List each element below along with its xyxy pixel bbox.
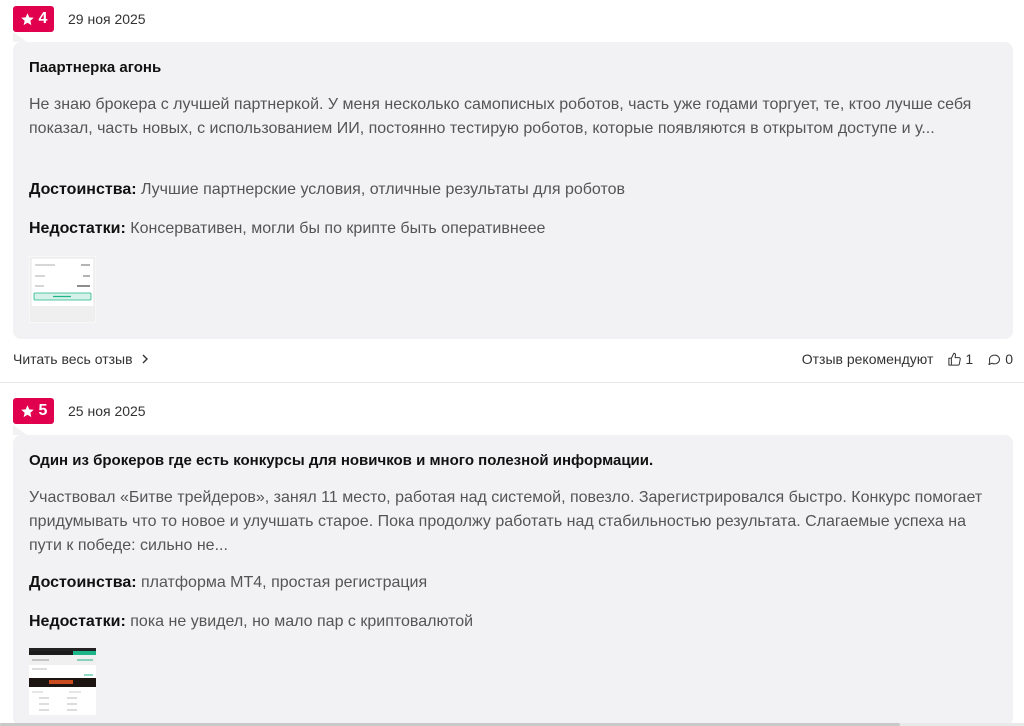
rating-value: 5 xyxy=(38,402,48,419)
comment-icon xyxy=(987,352,1002,367)
review-attachment-thumbnail[interactable] xyxy=(29,256,96,323)
cons-label: Недостатки: xyxy=(29,613,126,630)
thumbs-up-icon xyxy=(947,352,962,367)
rating-value: 4 xyxy=(38,10,48,27)
review-cons xyxy=(29,220,545,238)
review-text: Участвовал «Битве трейдеров», занял 11 место, работая над системой, повезло. Зарегистрировался быстро. Конкурс помогает придумывать что то новое и улучшать старое. Пока продолжу работать над стабильностью результата. Слагаемые успеха на пути к победе: сильно не... xyxy=(29,489,983,554)
pros-text: платформа МТ4, простая регистрация xyxy=(141,574,428,591)
review-title: Один из брокеров где есть конкурсы для новичков и много полезной информации. xyxy=(29,452,654,469)
like-button[interactable] xyxy=(947,351,973,367)
review-stats xyxy=(802,351,1013,367)
pros-label: Достоинства: xyxy=(29,574,137,591)
review-card[interactable] xyxy=(13,435,1013,726)
cons-text: Консервативен, могли бы по крипте быть оперативнеее xyxy=(130,220,546,237)
review-card[interactable] xyxy=(13,42,1013,339)
pros-text: Лучшие партнерские условия, отличные результаты для роботов xyxy=(141,181,625,198)
pros-label: Достоинства: xyxy=(29,181,137,198)
cons-label: Недостатки: xyxy=(29,220,126,237)
cons-text: пока не увидел, но мало пар с криптовалютой xyxy=(130,613,474,630)
recommend-label: Отзыв рекомендуют xyxy=(801,351,934,367)
comment-count: 0 xyxy=(1005,351,1013,367)
like-count: 1 xyxy=(965,351,974,367)
read-full-review-link[interactable] xyxy=(13,351,149,367)
star-icon xyxy=(20,404,35,419)
read-all-label: Читать весь отзыв xyxy=(13,351,133,367)
review-date: 29 ноя 2025 xyxy=(68,11,146,27)
comments-button[interactable] xyxy=(987,351,1013,367)
review-header xyxy=(13,6,146,32)
chevron-right-icon xyxy=(141,354,149,364)
rating-badge xyxy=(13,6,54,32)
review-pros xyxy=(29,181,625,199)
review-title: Паартнерка агонь xyxy=(29,59,162,76)
review-divider xyxy=(0,382,1024,383)
review-text: Не знаю брокера с лучшей партнеркой. У меня несколько самописных роботов, часть уже годами торгует, те, ктоо лучше себя показал, часть новых, с использованием ИИ, постоянно тестирую роботов, которые появляются в открытом доступе и у... xyxy=(29,96,972,137)
review-cons xyxy=(29,613,473,631)
review-date: 25 ноя 2025 xyxy=(68,403,146,419)
review-attachment-thumbnail[interactable] xyxy=(29,648,96,715)
review-pros xyxy=(29,574,427,592)
rating-badge xyxy=(13,398,54,424)
star-icon xyxy=(20,12,35,27)
review-footer xyxy=(13,348,1013,370)
review-header xyxy=(13,398,146,424)
